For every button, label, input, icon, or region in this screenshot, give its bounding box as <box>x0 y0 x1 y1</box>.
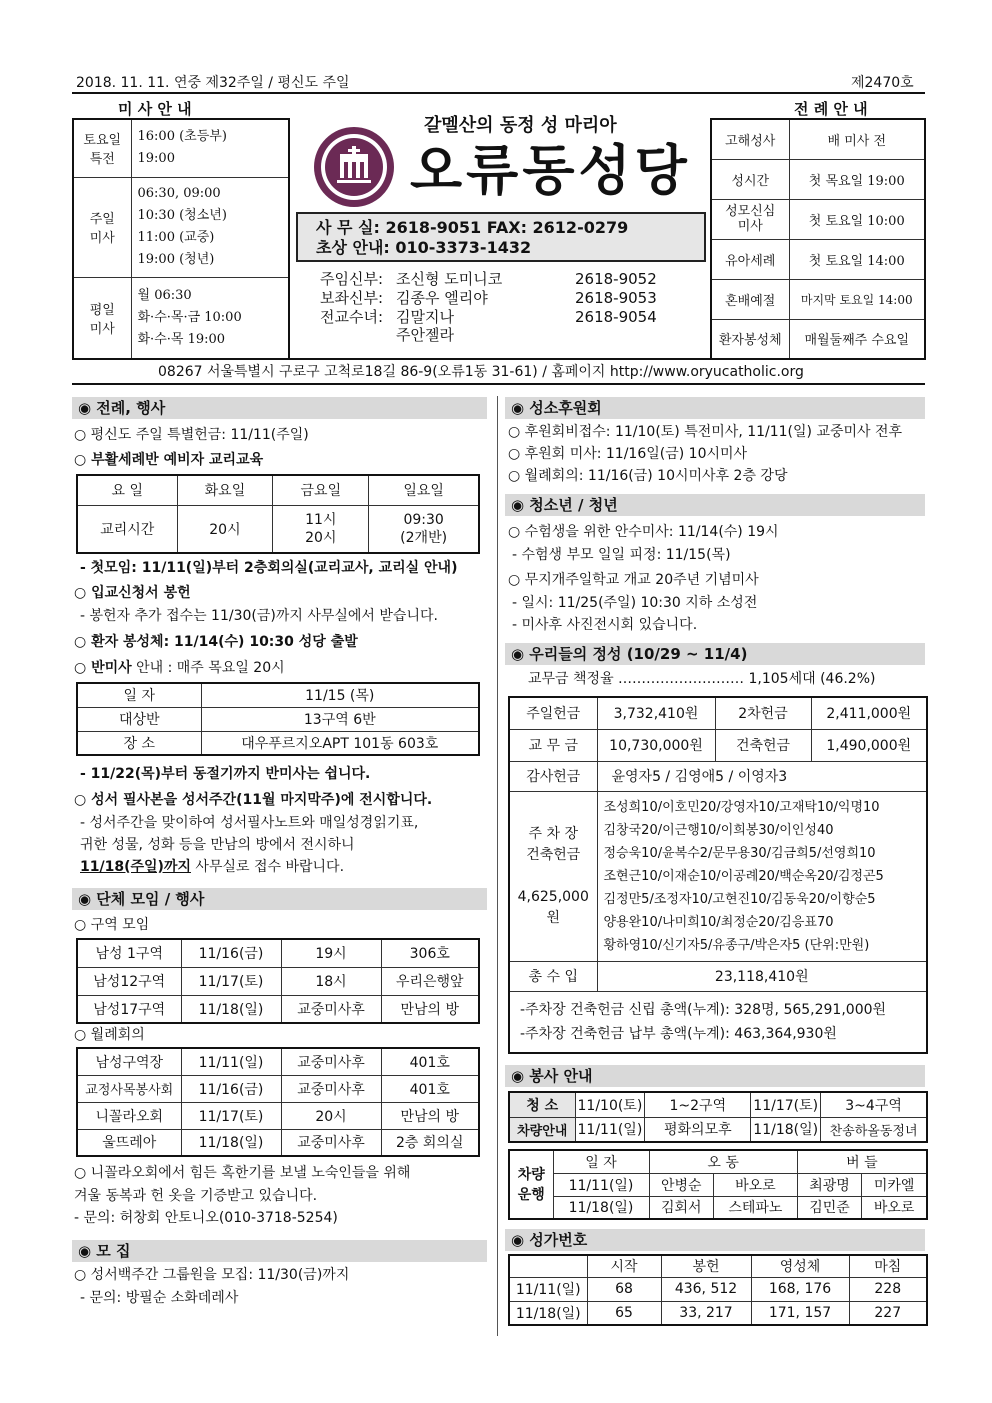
table-header: 금요일 <box>273 475 369 505</box>
table-cell: 대우푸르지오APT 101동 603호 <box>201 731 479 755</box>
table-cell: 만남의 방 <box>381 995 479 1023</box>
sacrament-value: 배 미사 전 <box>789 119 925 159</box>
table-cell: 바오로 <box>862 1196 927 1219</box>
notice-line <box>74 658 285 678</box>
vehicle-table <box>508 1149 928 1220</box>
table-cell: 차량 운행 <box>509 1150 553 1219</box>
notice-line: ○ 후원회 미사: 11/16일(금) 10시미사 <box>508 446 748 462</box>
parking-donor-list: 조성희10/이호민20/강영자10/고재탁10/익명10 김창국20/이근행10/이희봉30/이인성40 정승욱10/윤복수2/문무용30/김금희5/선영희10 조현근10/이재순10/이공례20/백순옥20/김정곤5 김정만5/조정자10/고현진10/김동욱20/이향순5 양용완10/나미희10/최정순20/김응표70 황하영10/신기자5/유종구/박은자5 (단위:만원) <box>597 791 927 961</box>
table-cell: 171, 157 <box>751 1301 849 1325</box>
hymn-table <box>508 1254 928 1326</box>
table-cell: 11/11(일) <box>575 1117 645 1142</box>
table-cell: 차량안내 <box>509 1117 575 1142</box>
table-cell: 교중미사후 <box>281 1129 381 1156</box>
issue-number: 제2470호 <box>851 75 914 91</box>
table-header: 영성체 <box>751 1255 849 1277</box>
sacrament-label: 성시간 <box>711 159 789 199</box>
clergy-role: 보좌신부: <box>320 289 384 307</box>
table-cell: 11/11(일) <box>509 1277 587 1301</box>
sacrament-table <box>710 118 926 360</box>
table-cell: 11/18(일) <box>509 1301 587 1325</box>
section-recruit-header: ◉ 모 집 <box>72 1240 487 1262</box>
table-header: 요 일 <box>77 475 177 505</box>
notice-line: ○ 부활세례반 예비자 교리교육 <box>74 452 264 468</box>
clergy-role: 전교수녀: <box>320 308 384 326</box>
notice-line: - 첫모임: 11/11(일)부터 2층회의실(교리교사, 교리실 안내) <box>80 560 458 576</box>
notice-line: ○ 월례회의: 11/16(금) 10시미사후 2층 강당 <box>508 468 788 484</box>
table-cell: 우리은행앞 <box>381 967 479 995</box>
parking-summary: -주차장 건축헌금 신립 총액(누계): 328명, 565,291,000원 <box>520 1001 887 1018</box>
table-cell: 11/17(토) <box>181 1102 281 1129</box>
mass-title: 미 사 안 내 <box>118 100 192 118</box>
notice-line: - 일시: 11/25(주일) 10:30 지하 소성전 <box>512 595 758 611</box>
table-cell: 13구역 6반 <box>201 707 479 731</box>
cleaning-table <box>508 1091 928 1143</box>
table-cell: 11/17(토) <box>751 1092 821 1117</box>
table-cell: 대상반 <box>77 707 201 731</box>
table-cell: 안병순 <box>649 1173 714 1196</box>
table-cell: 11/18(일) <box>181 1129 281 1156</box>
table-cell: 교정사목봉사회 <box>77 1075 181 1102</box>
sacrament-value: 매월둘째주 수요일 <box>789 319 925 359</box>
table-cell: 23,118,410원 <box>597 961 927 991</box>
mass-label: 토요일 특전 <box>73 119 131 177</box>
table-cell: 김회서 <box>649 1196 714 1219</box>
sacrament-label: 유아세례 <box>711 239 789 279</box>
address-line: 08267 서울특별시 구로구 고척로18길 86-9(오류1동 31-61) / 홈페이지 http://www.oryucatholic.org <box>158 364 804 380</box>
notice-line: ○ 월례회의 <box>74 1027 145 1043</box>
sacrament-title: 전 례 안 내 <box>794 100 868 118</box>
church-name: 오류동성당 <box>410 139 691 202</box>
table-header: 시작 <box>587 1255 661 1277</box>
table-cell: 건축헌금 <box>715 729 811 761</box>
table-header: 화요일 <box>177 475 273 505</box>
table-cell: 교 무 금 <box>509 729 597 761</box>
offering-table <box>508 696 928 1054</box>
table-cell: 주일헌금 <box>509 697 597 729</box>
mass-times: 16:00 (초등부) 19:00 <box>131 119 289 177</box>
table-header: 일 자 <box>553 1150 649 1173</box>
parking-summary: -주차장 건축헌금 납부 총액(누계): 463,364,930원 <box>520 1025 837 1042</box>
table-header <box>509 1255 587 1277</box>
table-cell: 2층 회의실 <box>381 1129 479 1156</box>
notice-line: - 수험생 부모 일일 피정: 11/15(목) <box>512 547 731 563</box>
table-header: 오 동 <box>649 1150 797 1173</box>
sacrament-label: 혼배예절 <box>711 279 789 319</box>
mass-table <box>72 118 290 360</box>
table-cell: 일 자 <box>77 683 201 707</box>
table-cell: 10,730,000원 <box>597 729 715 761</box>
notice-line: 귀한 성물, 성화 등을 만남의 방에서 전시하니 <box>80 837 355 853</box>
table-cell: 장 소 <box>77 731 201 755</box>
table-cell: 3~4구역 <box>821 1092 927 1117</box>
table-header: 봉헌 <box>661 1255 751 1277</box>
table-cell: 교중미사후 <box>281 995 381 1023</box>
table-cell: 찬송하올동정녀 <box>821 1117 927 1142</box>
table-cell: 33, 217 <box>661 1301 751 1325</box>
notice-line: 교무금 책정율 ……………………… 1,105세대 (46.2%) <box>528 671 876 687</box>
clergy-phone: 2618-9053 <box>575 289 657 307</box>
table-cell: 228 <box>849 1277 927 1301</box>
table-cell: 교중미사후 <box>281 1075 381 1102</box>
catechism-table <box>76 474 480 554</box>
table-cell: 20시 <box>177 505 273 553</box>
district-meeting-table <box>76 938 480 1024</box>
table-cell: 11시 20시 <box>273 505 369 553</box>
table-cell: 11/11(일) <box>553 1173 649 1196</box>
notice-line: ○ 수험생을 위한 안수미사: 11/14(수) 19시 <box>508 524 779 540</box>
clergy-name: 조신형 도미니코 <box>396 270 503 288</box>
table-cell: 총 수 입 <box>509 961 597 991</box>
table-cell: 남성12구역 <box>77 967 181 995</box>
notice-line: ○ 구역 모임 <box>74 917 150 933</box>
table-cell: 3,732,410원 <box>597 697 715 729</box>
mass-times: 월 06:30 화·수·목·금 10:00 화·수·목 19:00 <box>131 277 289 359</box>
table-cell: 11/18(일) <box>751 1117 821 1142</box>
table-cell: 남성17구역 <box>77 995 181 1023</box>
emergency-phone: 초상 안내: 010-3373-1432 <box>316 238 532 257</box>
table-cell: 11/18(일) <box>181 995 281 1023</box>
table-cell: 남성구역장 <box>77 1048 181 1075</box>
table-cell: 남성 1구역 <box>77 939 181 967</box>
table-cell: 윤영자5 / 김영애5 / 이영자3 <box>597 761 927 791</box>
clergy-name: 주안젤라 <box>396 326 454 344</box>
table-cell: 11/16(금) <box>181 939 281 967</box>
monthly-meeting-table <box>76 1047 480 1157</box>
sacrament-label: 환자봉성체 <box>711 319 789 359</box>
table-cell: 미카엘 <box>862 1173 927 1196</box>
table-cell: 11/10(토) <box>575 1092 645 1117</box>
church-subtitle: 갈멜산의 동정 성 마리아 <box>424 115 617 136</box>
table-cell: 만남의 방 <box>381 1102 479 1129</box>
notice-line <box>80 857 344 877</box>
table-cell: 스테파노 <box>714 1196 798 1219</box>
table-cell: 최광명 <box>797 1173 862 1196</box>
table-cell: 교중미사후 <box>281 1048 381 1075</box>
table-cell: 401호 <box>381 1048 479 1075</box>
table-cell: 바오로 <box>714 1173 798 1196</box>
table-cell: 교리시간 <box>77 505 177 553</box>
date-line: 2018. 11. 11. 연중 제32주일 / 평신도 주일 <box>76 75 350 91</box>
section-vocation-header: ◉ 성소후원회 <box>505 397 925 419</box>
table-cell: 227 <box>849 1301 927 1325</box>
table-header: 버 들 <box>797 1150 927 1173</box>
notice-line: ○ 입교신청서 봉헌 <box>74 585 191 601</box>
mass-label: 주일 미사 <box>73 177 131 277</box>
table-cell: 주 차 장 건축헌금 4,625,000원 <box>509 791 597 961</box>
notice-bold: ○ 반미사 <box>74 660 132 676</box>
notice-line: - 11/22(목)부터 동절기까지 반미사는 쉽니다. <box>80 766 371 782</box>
church-seal-icon <box>313 126 395 208</box>
clergy-name: 김말지나 <box>396 308 454 326</box>
notice-line: ○ 후원회비접수: 11/10(토) 특전미사, 11/11(일) 교중미사 전후 <box>508 424 903 440</box>
office-phone: 사 무 실: 2618-9051 FAX: 2612-0279 <box>316 218 629 237</box>
section-offering-header: ◉ 우리들의 정성 (10/29 ~ 11/4) <box>505 643 925 665</box>
notice-line: - 문의: 허창회 안토니오(010-3718-5254) <box>74 1210 338 1226</box>
table-cell: 11/16(금) <box>181 1075 281 1102</box>
table-cell: 울뜨레아 <box>77 1129 181 1156</box>
notice-text: 사무실로 접수 바랍니다. <box>190 859 345 875</box>
ban-mass-table <box>76 682 480 756</box>
section-groups-header: ◉ 단체 모임 / 행사 <box>72 888 487 910</box>
table-cell: 1~2구역 <box>645 1092 751 1117</box>
notice-line: ○ 무지개주일학교 개교 20주년 기념미사 <box>508 572 759 588</box>
table-cell: 401호 <box>381 1075 479 1102</box>
table-cell: 니꼴라오회 <box>77 1102 181 1129</box>
table-cell: 감사헌금 <box>509 761 597 791</box>
sacrament-value: 마지막 토요일 14:00 <box>789 279 925 319</box>
clergy-phone: 2618-9054 <box>575 308 657 326</box>
sacrament-value: 첫 목요일 19:00 <box>789 159 925 199</box>
mass-times: 06:30, 09:00 10:30 (청소년) 11:00 (교중) 19:00 (청년) <box>131 177 289 277</box>
notice-line: ○ 니꼴라오회에서 힘든 혹한기를 보낼 노숙인들을 위해 <box>74 1165 411 1181</box>
clergy-phone: 2618-9052 <box>575 270 657 288</box>
notice-line: ○ 환자 봉성체: 11/14(수) 10:30 성당 출발 <box>74 634 358 650</box>
clergy-name: 김종우 엘리야 <box>396 289 488 307</box>
section-liturgy-header: ◉ 전례, 행사 <box>72 397 487 419</box>
table-cell: 18시 <box>281 967 381 995</box>
notice-line: - 미사후 사진전시회 있습니다. <box>512 617 698 633</box>
notice-line: ○ 평신도 주일 특별헌금: 11/11(주일) <box>74 427 309 443</box>
section-hymn-header: ◉ 성가번호 <box>505 1229 925 1251</box>
notice-line: 겨울 동복과 헌 옷을 기증받고 있습니다. <box>74 1188 318 1204</box>
table-cell: 09:30 (2개반) <box>369 505 479 553</box>
section-service-header: ◉ 봉사 안내 <box>505 1065 925 1087</box>
table-cell: 11/17(토) <box>181 967 281 995</box>
table-header: 마침 <box>849 1255 927 1277</box>
office-box <box>296 212 706 262</box>
table-cell: 청 소 <box>509 1092 575 1117</box>
table-cell: 168, 176 <box>751 1277 849 1301</box>
sacrament-value: 첫 토요일 10:00 <box>789 199 925 239</box>
table-cell: 11/11(일) <box>181 1048 281 1075</box>
table-cell: 1,490,000원 <box>811 729 927 761</box>
notice-text: 안내 : 매주 목요일 20시 <box>131 660 285 676</box>
table-cell: 68 <box>587 1277 661 1301</box>
table-cell: 19시 <box>281 939 381 967</box>
notice-bold: 11/18(주일)까지 <box>80 859 191 875</box>
table-cell: 평화의모후 <box>645 1117 751 1142</box>
table-header: 일요일 <box>369 475 479 505</box>
section-youth-header: ◉ 청소년 / 청년 <box>505 494 925 516</box>
sacrament-label: 성모신심 미사 <box>711 199 789 239</box>
table-cell: 2,411,000원 <box>811 697 927 729</box>
notice-line: ○ 성서 필사본을 성서주간(11월 마지막주)에 전시합니다. <box>74 792 433 808</box>
mass-label: 평일 미사 <box>73 277 131 359</box>
sacrament-value: 첫 토요일 14:00 <box>789 239 925 279</box>
table-cell: 20시 <box>281 1102 381 1129</box>
clergy-role: 주임신부: <box>320 270 384 288</box>
notice-line: - 문의: 방필순 소화데레사 <box>80 1290 239 1306</box>
notice-line: - 봉헌자 추가 접수는 11/30(금)까지 사무실에서 받습니다. <box>80 608 438 624</box>
notice-line: - 성서주간을 맞이하여 성서필사노트와 매일성경읽기표, <box>80 815 419 831</box>
table-cell: 306호 <box>381 939 479 967</box>
table-cell: 436, 512 <box>661 1277 751 1301</box>
notice-line: ○ 성서백주간 그룹원을 모집: 11/30(금)까지 <box>74 1267 350 1283</box>
table-cell: 65 <box>587 1301 661 1325</box>
table-cell: 2차헌금 <box>715 697 811 729</box>
table-cell: 11/15 (목) <box>201 683 479 707</box>
table-cell: 11/18(일) <box>553 1196 649 1219</box>
sacrament-label: 고해성사 <box>711 119 789 159</box>
table-cell: 김민준 <box>797 1196 862 1219</box>
